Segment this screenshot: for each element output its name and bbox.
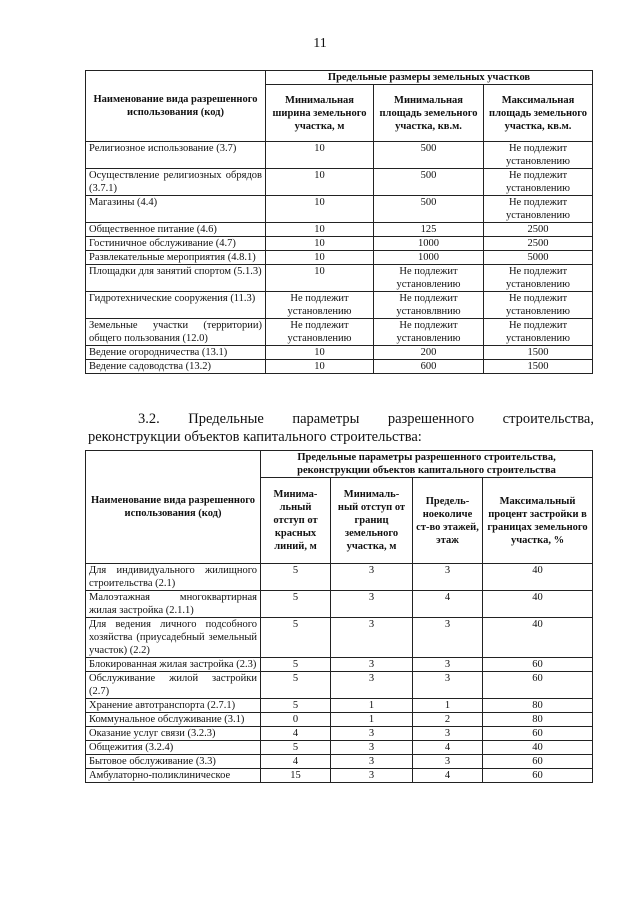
max-floors-value: 1 xyxy=(413,699,483,713)
table-row xyxy=(86,564,593,591)
table1-header-name: Наименование вида разрешенного использования (код) xyxy=(86,71,266,142)
section-word: строительства, xyxy=(502,411,594,427)
use-type-name: Общественное питание (4.6) xyxy=(86,223,266,237)
section-number: 3.2. xyxy=(138,411,160,427)
setback-boundaries-value: 1 xyxy=(331,699,413,713)
min-width-value: Не подлежит установлению xyxy=(266,319,374,346)
max-coverage-value: 80 xyxy=(483,699,593,713)
min-area-value: 500 xyxy=(374,142,484,169)
table-row xyxy=(86,292,593,319)
section-heading xyxy=(88,410,594,446)
setback-boundaries-value: 3 xyxy=(331,727,413,741)
max-area-value: 5000 xyxy=(484,251,593,265)
use-type-name: Блокированная жилая застройка (2.3) xyxy=(86,658,261,672)
setback-red-lines-value: 5 xyxy=(261,699,331,713)
use-type-name: Гостиничное обслуживание (4.7) xyxy=(86,237,266,251)
use-type-name: Амбулаторно-поликлиническое xyxy=(86,769,261,783)
use-type-name: Осуществление религиозных обрядов (3.7.1) xyxy=(86,169,266,196)
table-row xyxy=(86,769,593,783)
max-area-value: 1500 xyxy=(484,360,593,374)
construction-parameters-table xyxy=(85,450,593,783)
table2-header-name: Наименование вида разрешенного использования (код) xyxy=(86,451,261,564)
table-row xyxy=(86,196,593,223)
setback-boundaries-value: 3 xyxy=(331,564,413,591)
min-width-value: 10 xyxy=(266,251,374,265)
max-floors-value: 4 xyxy=(413,591,483,618)
table2-header-setback-red-lines: Минима-льный отступ от красных линий, м xyxy=(261,478,331,564)
table-row xyxy=(86,658,593,672)
table-row xyxy=(86,142,593,169)
max-coverage-value: 40 xyxy=(483,741,593,755)
max-floors-value: 3 xyxy=(413,618,483,658)
table-row xyxy=(86,727,593,741)
page-number: 11 xyxy=(313,36,327,51)
table-row xyxy=(86,741,593,755)
section-word: Предельные xyxy=(188,411,264,427)
max-coverage-value: 40 xyxy=(483,618,593,658)
setback-boundaries-value: 3 xyxy=(331,672,413,699)
table-row xyxy=(86,618,593,658)
setback-boundaries-value: 3 xyxy=(331,755,413,769)
setback-boundaries-value: 3 xyxy=(331,618,413,658)
max-floors-value: 2 xyxy=(413,713,483,727)
table-row xyxy=(86,360,593,374)
max-area-value: Не подлежит установлению xyxy=(484,196,593,223)
max-area-value: Не подлежит установлению xyxy=(484,319,593,346)
setback-red-lines-value: 5 xyxy=(261,564,331,591)
setback-red-lines-value: 5 xyxy=(261,618,331,658)
table1-header-max-area: Максимальная площадь земельного участка, кв.м. xyxy=(484,85,593,142)
max-coverage-value: 60 xyxy=(483,727,593,741)
use-type-name: Хранение автотранспорта (2.7.1) xyxy=(86,699,261,713)
max-floors-value: 3 xyxy=(413,672,483,699)
section-word: разрешенного xyxy=(387,411,475,427)
min-area-value: 600 xyxy=(374,360,484,374)
section-heading-line2: реконструкции объектов капитального строительства: xyxy=(88,429,422,445)
max-area-value: 2500 xyxy=(484,223,593,237)
use-type-name: Магазины (4.4) xyxy=(86,196,266,223)
table-row xyxy=(86,265,593,292)
use-type-name: Земельные участки (территории) общего пользования (12.0) xyxy=(86,319,266,346)
use-type-name: Гидротехнические сооружения (11.3) xyxy=(86,292,266,319)
setback-boundaries-value: 3 xyxy=(331,591,413,618)
max-area-value: Не подлежит установлению xyxy=(484,292,593,319)
use-type-name: Для ведения личного подсобного хозяйства (приусадебный земельный участок) (2.2) xyxy=(86,618,261,658)
max-area-value: 1500 xyxy=(484,346,593,360)
table-row xyxy=(86,755,593,769)
table-row xyxy=(86,319,593,346)
max-floors-value: 3 xyxy=(413,727,483,741)
table2-header-group: Предельные параметры разрешенного строительства, реконструкции объектов капитального строительства xyxy=(261,451,593,478)
min-area-value: Не подлежит установлвнию xyxy=(374,292,484,319)
max-coverage-value: 60 xyxy=(483,658,593,672)
setback-red-lines-value: 4 xyxy=(261,727,331,741)
max-area-value: Не подлежит установлению xyxy=(484,169,593,196)
use-type-name: Развлекательные мероприятия (4.8.1) xyxy=(86,251,266,265)
use-type-name: Малоэтажная многоквартирная жилая застройка (2.1.1) xyxy=(86,591,261,618)
land-plot-size-table xyxy=(85,70,593,374)
use-type-name: Бытовое обслуживание (3.3) xyxy=(86,755,261,769)
setback-red-lines-value: 0 xyxy=(261,713,331,727)
table2-header-setback-boundaries: Минималь-ный отступ от границ земельного участка, м xyxy=(331,478,413,564)
max-floors-value: 3 xyxy=(413,658,483,672)
max-floors-value: 3 xyxy=(413,564,483,591)
min-area-value: 500 xyxy=(374,196,484,223)
table-row xyxy=(86,699,593,713)
table2-header-max-floors: Предель-ноеколиче ст-во этажей, этаж xyxy=(413,478,483,564)
min-width-value: 10 xyxy=(266,223,374,237)
setback-red-lines-value: 5 xyxy=(261,672,331,699)
max-area-value: Не подлежит установлению xyxy=(484,142,593,169)
max-area-value: Не подлежит установлению xyxy=(484,265,593,292)
min-area-value: Не подлежит установлению xyxy=(374,319,484,346)
use-type-name: Религиозное использование (3.7) xyxy=(86,142,266,169)
min-area-value: Не подлежит установлению xyxy=(374,265,484,292)
table2-header-max-coverage: Максимальный процент застройки в границах земельного участка, % xyxy=(483,478,593,564)
setback-boundaries-value: 3 xyxy=(331,658,413,672)
table1-header-min-width: Минимальная ширина земельного участка, м xyxy=(266,85,374,142)
max-coverage-value: 40 xyxy=(483,591,593,618)
min-width-value: 10 xyxy=(266,360,374,374)
max-coverage-value: 80 xyxy=(483,713,593,727)
setback-red-lines-value: 5 xyxy=(261,658,331,672)
table-row xyxy=(86,346,593,360)
use-type-name: Общежития (3.2.4) xyxy=(86,741,261,755)
table-row xyxy=(86,223,593,237)
setback-boundaries-value: 3 xyxy=(331,741,413,755)
min-area-value: 125 xyxy=(374,223,484,237)
setback-red-lines-value: 5 xyxy=(261,591,331,618)
min-width-value: 10 xyxy=(266,196,374,223)
min-width-value: 10 xyxy=(266,265,374,292)
max-floors-value: 4 xyxy=(413,769,483,783)
table-row xyxy=(86,591,593,618)
use-type-name: Для индивидуального жилищного строительства (2.1) xyxy=(86,564,261,591)
max-coverage-value: 60 xyxy=(483,755,593,769)
use-type-name: Обслуживание жилой застройки (2.7) xyxy=(86,672,261,699)
setback-boundaries-value: 1 xyxy=(331,713,413,727)
use-type-name: Оказание услуг связи (3.2.3) xyxy=(86,727,261,741)
max-area-value: 2500 xyxy=(484,237,593,251)
setback-red-lines-value: 5 xyxy=(261,741,331,755)
setback-red-lines-value: 4 xyxy=(261,755,331,769)
table-row xyxy=(86,713,593,727)
use-type-name: Ведение садоводства (13.2) xyxy=(86,360,266,374)
min-area-value: 1000 xyxy=(374,251,484,265)
max-coverage-value: 60 xyxy=(483,769,593,783)
min-area-value: 500 xyxy=(374,169,484,196)
table-row xyxy=(86,672,593,699)
min-area-value: 200 xyxy=(374,346,484,360)
min-width-value: 10 xyxy=(266,169,374,196)
table1-header-group: Предельные размеры земельных участков xyxy=(266,71,593,85)
min-width-value: 10 xyxy=(266,237,374,251)
section-word: параметры xyxy=(292,411,360,427)
min-width-value: 10 xyxy=(266,346,374,360)
min-area-value: 1000 xyxy=(374,237,484,251)
use-type-name: Коммунальное обслуживание (3.1) xyxy=(86,713,261,727)
table1-header-min-area: Минимальная площадь земельного участка, кв.м. xyxy=(374,85,484,142)
max-coverage-value: 60 xyxy=(483,672,593,699)
setback-red-lines-value: 15 xyxy=(261,769,331,783)
setback-boundaries-value: 3 xyxy=(331,769,413,783)
table-row xyxy=(86,169,593,196)
min-width-value: 10 xyxy=(266,142,374,169)
max-coverage-value: 40 xyxy=(483,564,593,591)
min-width-value: Не подлежит установлению xyxy=(266,292,374,319)
use-type-name: Ведение огородничества (13.1) xyxy=(86,346,266,360)
max-floors-value: 4 xyxy=(413,741,483,755)
table-row xyxy=(86,251,593,265)
table-row xyxy=(86,237,593,251)
max-floors-value: 3 xyxy=(413,755,483,769)
use-type-name: Площадки для занятий спортом (5.1.3) xyxy=(86,265,266,292)
